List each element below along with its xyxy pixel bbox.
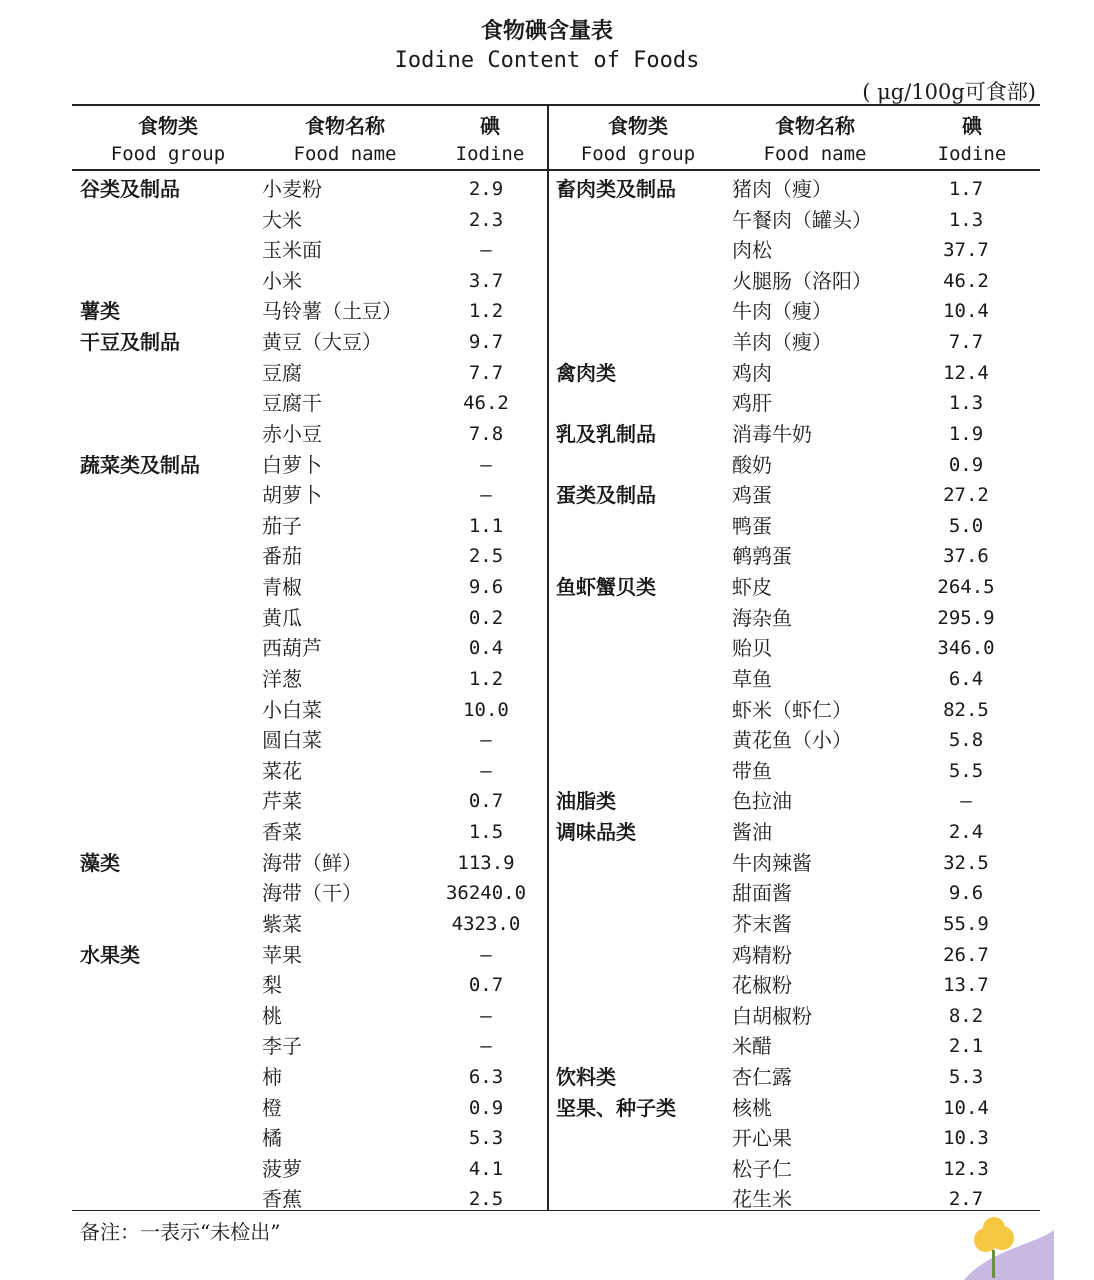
food-group-cell: 油脂类: [556, 789, 616, 814]
food-name-cell: 虾皮: [732, 575, 772, 600]
header-group-cn: 食物类: [608, 114, 668, 138]
food-name-cell: 小米: [262, 268, 302, 293]
iodine-value-cell: 0.4: [468, 637, 504, 660]
iodine-value-cell: 13.7: [943, 974, 989, 997]
iodine-value-cell: 0.7: [468, 974, 504, 997]
food-name-cell: 芥末酱: [732, 911, 792, 936]
header-iodine-left: [440, 112, 540, 168]
iodine-value-cell: 346.0: [937, 637, 995, 660]
iodine-value-cell: 6.3: [468, 1065, 504, 1088]
iodine-value-cell: 27.2: [943, 484, 989, 507]
iodine-value-cell: 1.1: [468, 514, 504, 537]
iodine-value-cell: 5.3: [948, 1065, 984, 1088]
food-name-cell: 米醋: [732, 1034, 772, 1059]
food-name-cell: 白萝卜: [262, 452, 322, 477]
footnote: 备注：一表示“未检出”: [80, 1220, 281, 1244]
food-group-cell: 乳及乳制品: [556, 421, 656, 446]
iodine-value-cell: 12.3: [943, 1157, 989, 1180]
unit-label: ( μg/100g可食部): [862, 80, 1036, 104]
iodine-value-cell: 264.5: [937, 576, 995, 599]
center-divider: [547, 104, 549, 1210]
food-name-cell: 黄花鱼（小）: [732, 728, 852, 753]
food-name-cell: 牛肉辣酱: [732, 850, 812, 875]
iodine-value-cell: 5.3: [468, 1127, 504, 1150]
iodine-value-cell: —: [960, 790, 972, 813]
food-name-cell: 柿: [262, 1064, 282, 1089]
iodine-value-cell: 46.2: [463, 392, 509, 415]
food-group-cell: 蔬菜类及制品: [80, 452, 200, 477]
food-name-cell: 火腿肠（洛阳）: [732, 268, 872, 293]
food-name-cell: 鸡蛋: [732, 483, 772, 508]
header-iodine-cn: 碘: [962, 114, 982, 138]
food-name-cell: 苹果: [262, 942, 302, 967]
header-iodine-en: Iodine: [937, 143, 1007, 165]
header-name-en: Food name: [293, 143, 397, 165]
food-name-cell: 甜面酱: [732, 881, 792, 906]
iodine-value-cell: 0.9: [948, 453, 984, 476]
food-group-cell: 调味品类: [556, 820, 636, 845]
food-name-cell: 鸡肉: [732, 360, 772, 385]
food-name-cell: 酱油: [732, 820, 772, 845]
food-group-cell: 薯类: [80, 299, 120, 324]
food-name-cell: 紫菜: [262, 911, 302, 936]
header-group-cn: 食物类: [138, 114, 198, 138]
food-name-cell: 香蕉: [262, 1187, 302, 1212]
food-name-cell: 橘: [262, 1126, 282, 1151]
food-group-cell: 禽肉类: [556, 360, 616, 385]
food-name-cell: 香菜: [262, 820, 302, 845]
iodine-value-cell: 10.3: [943, 1127, 989, 1150]
food-name-cell: 豆腐干: [262, 391, 322, 416]
food-name-cell: 橙: [262, 1095, 282, 1120]
food-name-cell: 肉松: [732, 238, 772, 263]
iodine-value-cell: 1.3: [948, 208, 984, 231]
food-name-cell: 茄子: [262, 513, 302, 538]
food-name-cell: 草鱼: [732, 666, 772, 691]
food-group-cell: 水果类: [80, 942, 140, 967]
food-group-cell: 坚果、种子类: [556, 1095, 676, 1120]
header-iodine-cn: 碘: [480, 114, 500, 138]
iodine-value-cell: 10.0: [463, 698, 509, 721]
header-group-left: [88, 112, 248, 168]
iodine-value-cell: 2.9: [468, 178, 504, 200]
iodine-value-cell: —: [480, 239, 492, 262]
food-name-cell: 猪肉（瘦）: [732, 177, 832, 201]
iodine-value-cell: 9.6: [468, 576, 504, 599]
iodine-value-cell: 1.7: [948, 178, 984, 200]
iodine-value-cell: —: [480, 759, 492, 782]
food-name-cell: 松子仁: [732, 1156, 792, 1181]
food-group-cell: 蛋类及制品: [556, 483, 656, 508]
food-name-cell: 洋葱: [262, 666, 302, 691]
iodine-value-cell: 7.8: [468, 422, 504, 445]
iodine-value-cell: 2.1: [948, 1035, 984, 1058]
food-name-cell: 李子: [262, 1034, 302, 1059]
iodine-value-cell: 10.4: [943, 300, 989, 323]
food-name-cell: 马铃薯（土豆）: [262, 299, 402, 324]
food-name-cell: 核桃: [732, 1095, 772, 1120]
iodine-value-cell: 0.2: [468, 606, 504, 629]
food-name-cell: 赤小豆: [262, 421, 322, 446]
iodine-value-cell: 7.7: [468, 361, 504, 384]
iodine-value-cell: 1.9: [948, 422, 984, 445]
iodine-value-cell: —: [480, 484, 492, 507]
header-name-cn: 食物名称: [775, 114, 855, 138]
iodine-value-cell: 113.9: [457, 851, 515, 874]
header-iodine-right: [920, 112, 1024, 168]
iodine-value-cell: —: [480, 1004, 492, 1027]
iodine-value-cell: 37.6: [943, 545, 989, 568]
header-rule: [72, 169, 1040, 171]
iodine-value-cell: 295.9: [937, 606, 995, 629]
header-iodine-en: Iodine: [455, 143, 525, 165]
food-group-cell: 鱼虾蟹贝类: [556, 575, 656, 600]
iodine-value-cell: 4323.0: [451, 912, 521, 935]
food-name-cell: 胡萝卜: [262, 483, 322, 508]
food-name-cell: 海带（干）: [262, 881, 362, 906]
page-title: 食物碘含量表: [480, 18, 613, 44]
food-name-cell: 圆白菜: [262, 728, 322, 753]
food-name-cell: 海带（鲜）: [262, 850, 362, 875]
iodine-value-cell: 10.4: [943, 1096, 989, 1119]
iodine-value-cell: 12.4: [943, 361, 989, 384]
iodine-value-cell: 2.5: [468, 545, 504, 568]
iodine-value-cell: 1.2: [468, 667, 504, 690]
iodine-value-cell: 5.0: [948, 514, 984, 537]
iodine-value-cell: 46.2: [943, 269, 989, 292]
food-name-cell: 杏仁露: [732, 1064, 792, 1089]
food-name-cell: 鹌鹑蛋: [732, 544, 792, 569]
iodine-value-cell: 36240.0: [445, 882, 527, 905]
iodine-value-cell: 8.2: [948, 1004, 984, 1027]
food-group-cell: 干豆及制品: [80, 330, 180, 355]
food-name-cell: 羊肉（瘦）: [732, 330, 832, 355]
iodine-value-cell: 1.2: [468, 300, 504, 323]
header-name-right: [735, 112, 895, 168]
food-name-cell: 花椒粉: [732, 973, 792, 998]
iodine-value-cell: 9.6: [948, 882, 984, 905]
food-name-cell: 玉米面: [262, 238, 322, 263]
header-name-cn: 食物名称: [305, 114, 385, 138]
food-name-cell: 消毒牛奶: [732, 421, 812, 446]
food-name-cell: 贻贝: [732, 636, 772, 661]
iodine-value-cell: 0.7: [468, 790, 504, 813]
food-group-cell: 藻类: [80, 850, 120, 875]
iodine-value-cell: 6.4: [948, 667, 984, 690]
food-name-cell: 梨: [262, 973, 282, 998]
food-name-cell: 西葫芦: [262, 636, 322, 661]
food-group-cell: 饮料类: [556, 1064, 616, 1089]
header-name-left: [265, 112, 425, 168]
header-group-en: Food group: [580, 143, 696, 165]
iodine-value-cell: 1.5: [468, 821, 504, 844]
food-name-cell: 青椒: [262, 575, 302, 600]
iodine-value-cell: 2.7: [948, 1188, 984, 1211]
iodine-value-cell: 9.7: [468, 331, 504, 354]
iodine-value-cell: —: [480, 453, 492, 476]
food-name-cell: 小麦粉: [262, 177, 322, 201]
food-name-cell: 开心果: [732, 1126, 792, 1151]
header-group-right: [558, 112, 718, 168]
iodine-value-cell: 2.5: [468, 1188, 504, 1211]
bottom-rule: [72, 1210, 1040, 1211]
food-name-cell: 黄瓜: [262, 605, 302, 630]
food-name-cell: 番茄: [262, 544, 302, 569]
iodine-value-cell: 1.3: [948, 392, 984, 415]
iodine-value-cell: 82.5: [943, 698, 989, 721]
food-name-cell: 鸭蛋: [732, 513, 772, 538]
iodine-value-cell: 5.5: [948, 759, 984, 782]
food-name-cell: 黄豆（大豆）: [262, 330, 382, 355]
iodine-value-cell: 7.7: [948, 331, 984, 354]
page-title-en: Iodine Content of Foods: [394, 48, 700, 73]
iodine-value-cell: 2.4: [948, 821, 984, 844]
iodine-value-cell: 3.7: [468, 269, 504, 292]
iodine-value-cell: 37.7: [943, 239, 989, 262]
food-name-cell: 鸡肝: [732, 391, 772, 416]
iodine-value-cell: 32.5: [943, 851, 989, 874]
food-name-cell: 色拉油: [732, 789, 792, 814]
food-name-cell: 鸡精粉: [732, 942, 792, 967]
header-name-en: Food name: [763, 143, 867, 165]
food-name-cell: 桃: [262, 1003, 282, 1028]
top-rule: [72, 104, 1040, 106]
food-name-cell: 芹菜: [262, 789, 302, 814]
iodine-value-cell: —: [480, 943, 492, 966]
food-name-cell: 菜花: [262, 758, 302, 783]
food-name-cell: 酸奶: [732, 452, 772, 477]
food-name-cell: 豆腐: [262, 360, 302, 385]
iodine-value-cell: 0.9: [468, 1096, 504, 1119]
food-name-cell: 虾米（虾仁）: [732, 697, 852, 722]
iodine-value-cell: —: [480, 1035, 492, 1058]
iodine-value-cell: 4.1: [468, 1157, 504, 1180]
food-name-cell: 牛肉（瘦）: [732, 299, 832, 324]
header-group-en: Food group: [110, 143, 226, 165]
food-name-cell: 小白菜: [262, 697, 322, 722]
iodine-value-cell: 26.7: [943, 943, 989, 966]
food-name-cell: 午餐肉（罐头）: [732, 207, 872, 232]
iodine-value-cell: 5.8: [948, 729, 984, 752]
flower-sticker-icon: [934, 1210, 1054, 1280]
food-name-cell: 白胡椒粉: [732, 1003, 812, 1028]
iodine-value-cell: —: [480, 729, 492, 752]
food-name-cell: 海杂鱼: [732, 605, 792, 630]
iodine-value-cell: 2.3: [468, 208, 504, 231]
food-name-cell: 花生米: [732, 1187, 792, 1212]
food-name-cell: 带鱼: [732, 758, 772, 783]
food-name-cell: 大米: [262, 207, 302, 232]
food-name-cell: 菠萝: [262, 1156, 302, 1181]
iodine-value-cell: 55.9: [943, 912, 989, 935]
food-group-cell: 谷类及制品: [80, 177, 180, 201]
food-group-cell: 畜肉类及制品: [556, 177, 676, 201]
